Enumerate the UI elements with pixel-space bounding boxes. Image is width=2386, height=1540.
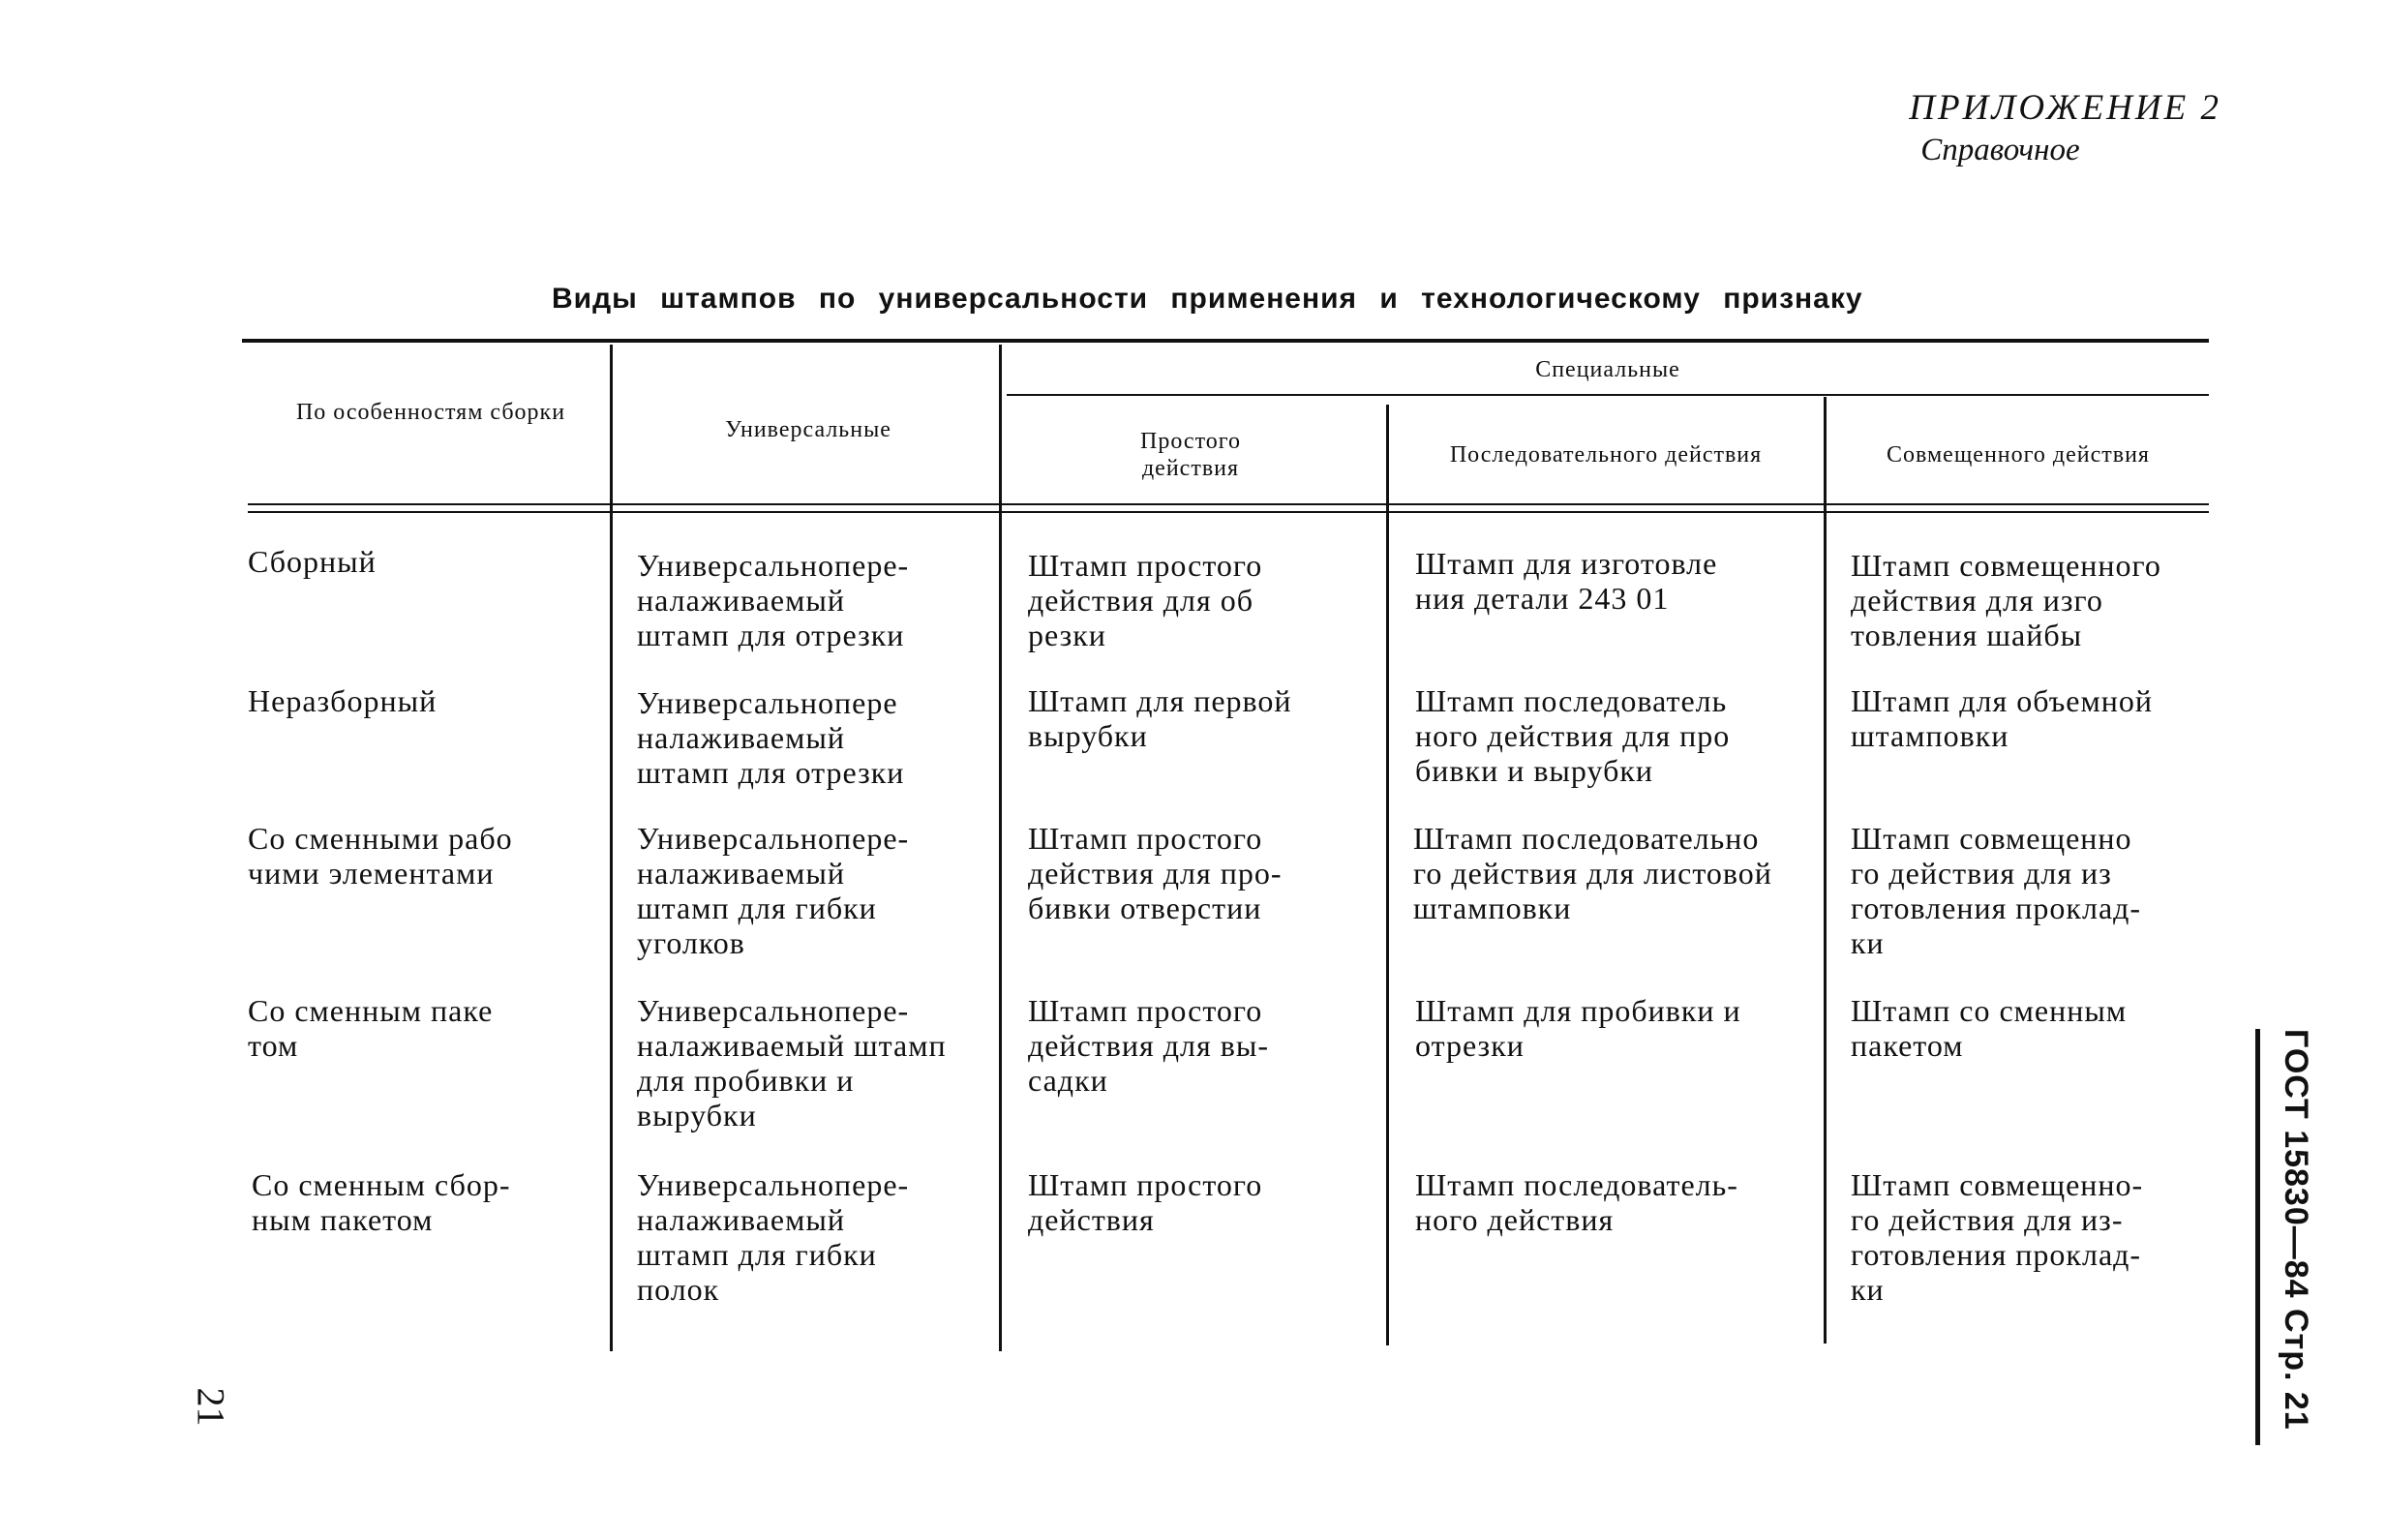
header-special: Специальные — [1535, 357, 1680, 382]
row5-assembly: Со сменным сбор- ным пакетом — [252, 1167, 511, 1237]
row5-simple: Штамп простого действия — [1028, 1167, 1263, 1237]
row2-assembly: Неразборный — [248, 683, 438, 718]
row3-simple: Штамп простого действия для про- бивки отверстии — [1028, 821, 1283, 925]
header-universal: Универсальные — [725, 417, 891, 442]
page-number: 21 — [189, 1387, 233, 1427]
appendix-subtitle: Справочное — [1920, 133, 2080, 167]
col-rule-2 — [999, 345, 1002, 1351]
table-title: Виды штампов по универсальности применения и технологическому признаку — [552, 283, 1863, 315]
header-sequential-action: Последовательного действия — [1449, 442, 1763, 468]
row5-universal: Универсальнопере- налаживаемый штамп для гибки полок — [637, 1167, 910, 1307]
header-bottom-rule — [248, 503, 2209, 505]
header-simple-action: Простого действия — [1140, 429, 1241, 481]
row4-universal: Универсальнопере- налаживаемый штамп для пробивки и вырубки — [637, 993, 947, 1132]
col-rule-1 — [610, 345, 613, 1351]
row2-combined: Штамп для объемной штамповки — [1851, 683, 2153, 753]
special-subheader-rule — [1007, 394, 2209, 396]
side-label-text: ГОСТ 15830—84 Стр. 21 — [2278, 1029, 2314, 1431]
header-assembly: По особенностям сборки — [295, 400, 566, 425]
row2-simple: Штамп для первой вырубки — [1028, 683, 1292, 753]
header-bottom-rule-2 — [248, 511, 2209, 513]
row1-universal: Универсальнопере- налаживаемый штамп для отрезки — [637, 548, 910, 652]
row1-assembly: Сборный — [248, 544, 377, 579]
row3-combined: Штамп совмещенно го действия для из готовления проклад- ки — [1851, 821, 2142, 960]
row3-universal: Универсальнопере- налаживаемый штамп для гибки уголков — [637, 821, 910, 960]
header-combined-action: Совмещенного действия — [1887, 442, 2150, 468]
row4-simple: Штамп простого действия для вы- садки — [1028, 993, 1269, 1098]
row4-sequential: Штамп для пробивки и отрезки — [1415, 993, 1741, 1063]
row3-assembly: Со сменными рабо чими элементами — [248, 821, 513, 891]
row1-simple: Штамп простого действия для об резки — [1028, 548, 1263, 652]
row5-combined: Штамп совмещенно- го действия для из- готовления проклад- ки — [1851, 1167, 2144, 1307]
appendix-title: ПРИЛОЖЕНИЕ 2 — [1909, 88, 2221, 128]
appendix-heading — [1909, 87, 2221, 170]
row1-combined: Штамп совмещенного действия для изго товления шайбы — [1851, 548, 2161, 652]
row2-sequential: Штамп последователь ного действия для про бивки и вырубки — [1415, 683, 1731, 788]
row4-assembly: Со сменным паке том — [248, 993, 494, 1063]
row1-sequential: Штамп для изготовле ния детали 243 01 — [1415, 546, 1718, 616]
row3-sequential: Штамп последовательно го действия для листовой штамповки — [1413, 821, 1772, 925]
row4-combined: Штамп со сменным пакетом — [1851, 993, 2128, 1063]
table-top-rule — [242, 339, 2209, 343]
col-rule-3 — [1386, 405, 1389, 1345]
row2-universal: Универсальнопере налаживаемый штамп для отрезки — [637, 685, 905, 790]
side-label-bar — [2255, 1029, 2260, 1445]
stamps-table — [242, 339, 2209, 1355]
side-document-label — [2255, 1029, 2323, 1445]
row5-sequential: Штамп последователь- ного действия — [1415, 1167, 1738, 1237]
